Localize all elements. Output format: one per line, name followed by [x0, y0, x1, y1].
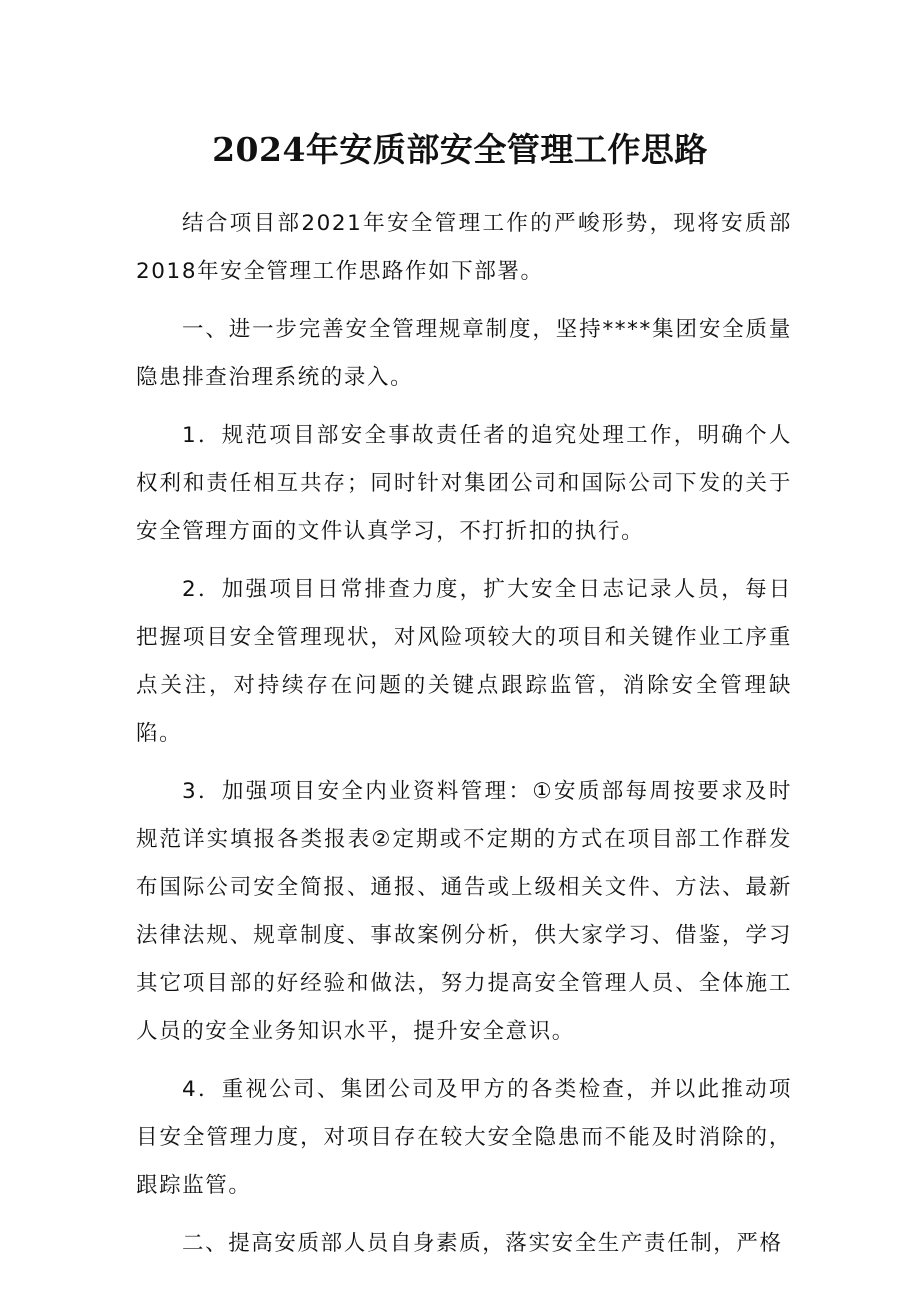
paragraph-section-2: 二、提高安质部人员自身素质，落实安全生产责任制，严格 — [182, 1231, 783, 1256]
paragraph-item-3: 3．加强项目安全内业资料管理：①安质部每周按要求及时规范详实填报各类报表②定期或不定期的方式在项目部工作群发布国际公司安全简报、通报、通告或上级相关文件、方法、最新法律法规、规章制度、事故案例分析，供大家学习、借鉴，学习其它项目部的好经验和做法，努力提高安全管理人员、全体施工人员的安全业务知识水平，提升安全意识。 — [136, 779, 792, 1044]
paragraph-item-1: 1．规范项目部安全事故责任者的追究处理工作，明确个人权利和责任相互共存；同时针对集团公司和国际公司下发的关于安全管理方面的文件认真学习，不打折扣的执行。 — [136, 423, 792, 544]
document-body — [136, 200, 792, 1268]
paragraph-intro: 结合项目部2021年安全管理工作的严峻形势，现将安质部2018年安全管理工作思路作如下部署。 — [136, 211, 792, 284]
paragraph-item-2: 2．加强项目日常排查力度，扩大安全日志记录人员，每日把握项目安全管理现状，对风险项较大的项目和关键作业工序重点关注，对持续存在问题的关键点跟踪监管，消除安全管理缺陷。 — [136, 577, 792, 746]
paragraph-section-1: 一、进一步完善安全管理规章制度，坚持****集团安全质量隐患排查治理系统的录入。 — [136, 317, 792, 390]
document-title: 2024年安质部安全管理工作思路 — [212, 130, 708, 169]
paragraph-item-4: 4．重视公司、集团公司及甲方的各类检查，并以此推动项目安全管理力度，对项目存在较大安全隐患而不能及时消除的，跟踪监管。 — [136, 1077, 792, 1198]
